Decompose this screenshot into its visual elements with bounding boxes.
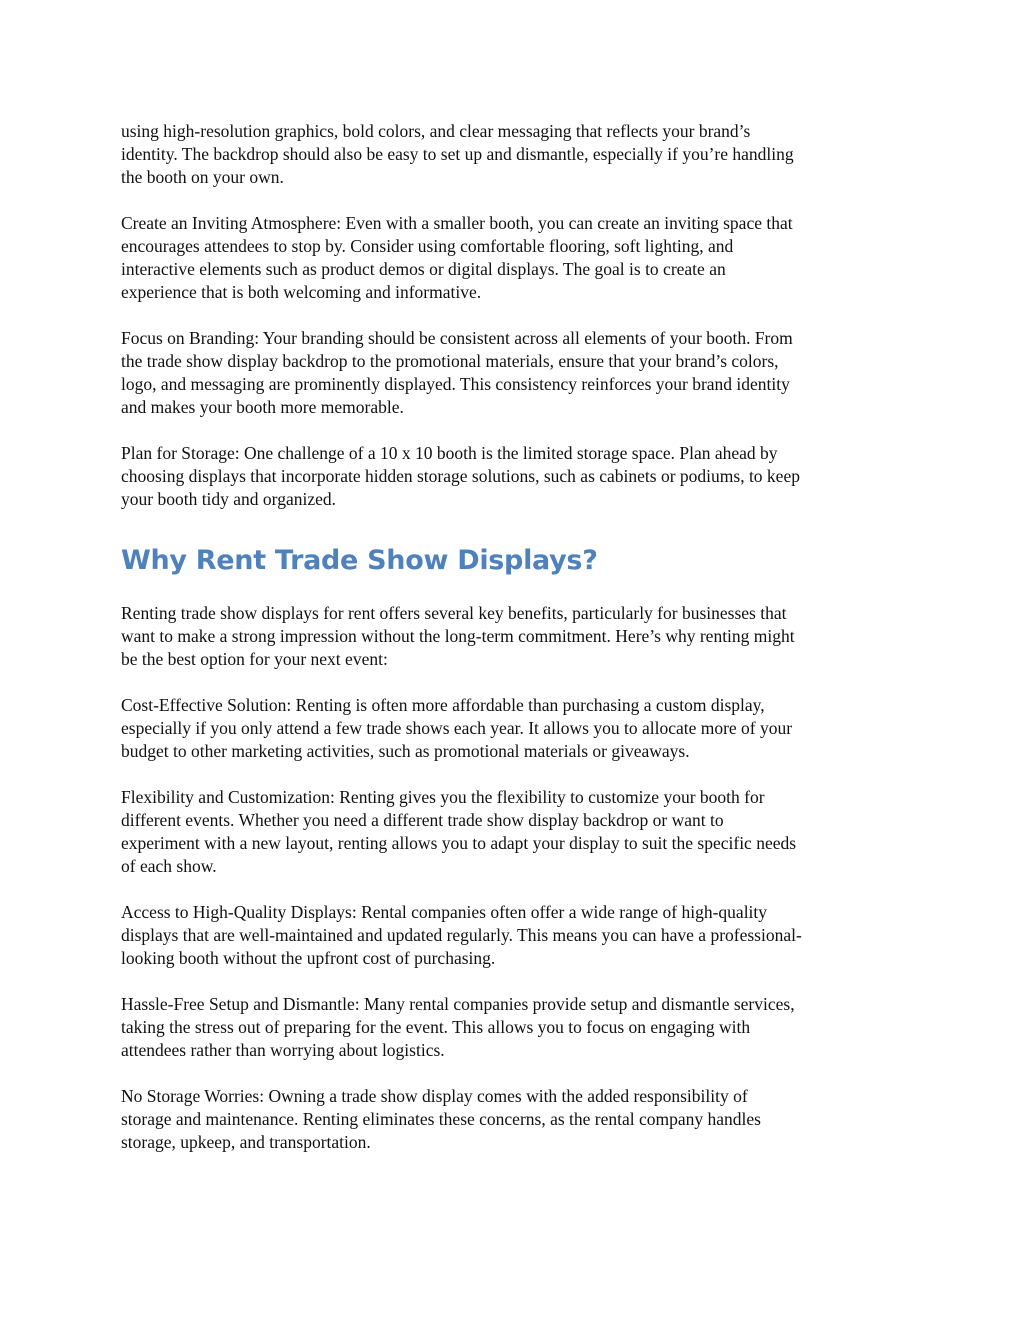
text-line: interactive elements such as product demos or digital displays. The goal is to create an bbox=[121, 259, 726, 279]
text-line: Flexibility and Customization: Renting gives you the flexibility to customize your booth for bbox=[121, 787, 765, 807]
text-line: want to make a strong impression without the long-term commitment. Here’s why renting might bbox=[121, 626, 795, 646]
text-line: taking the stress out of preparing for the event. This allows you to focus on engaging with bbox=[121, 1017, 751, 1037]
tip-paragraph-inviting-atmosphere bbox=[121, 212, 911, 304]
text-line: Access to High-Quality Displays: Rental companies often offer a wide range of high-quality bbox=[121, 902, 768, 922]
text-line: and makes your booth more memorable. bbox=[121, 397, 404, 417]
text-line: storage, upkeep, and transportation. bbox=[121, 1132, 371, 1152]
text-line: especially if you only attend a few trade shows each year. It allows you to allocate more of your bbox=[121, 718, 793, 738]
text-line: budget to other marketing activities, such as promotional materials or giveaways. bbox=[121, 741, 690, 761]
text-line: Renting trade show displays for rent offers several key benefits, particularly for businesses that bbox=[121, 603, 787, 623]
text-line: different events. Whether you need a different trade show display backdrop or want to bbox=[121, 810, 724, 830]
benefit-paragraph-flexibility bbox=[121, 786, 911, 878]
text-line: of each show. bbox=[121, 856, 217, 876]
document-page bbox=[121, 120, 911, 1177]
text-line: the trade show display backdrop to the promotional materials, ensure that your brand’s colors, bbox=[121, 351, 779, 371]
text-line: the booth on your own. bbox=[121, 167, 284, 187]
tip-paragraph-storage bbox=[121, 442, 911, 511]
benefit-paragraph-cost-effective bbox=[121, 694, 911, 763]
text-line: Focus on Branding: Your branding should be consistent across all elements of your booth. From bbox=[121, 328, 793, 348]
text-line: identity. The backdrop should also be easy to set up and dismantle, especially if you’re handling bbox=[121, 144, 794, 164]
text-line: Plan for Storage: One challenge of a 10 x 10 booth is the limited storage space. Plan ahead by bbox=[121, 443, 778, 463]
text-line: logo, and messaging are prominently displayed. This consistency reinforces your brand identity bbox=[121, 374, 790, 394]
section-intro-paragraph bbox=[121, 602, 911, 671]
text-line: experience that is both welcoming and informative. bbox=[121, 282, 482, 302]
text-line: Hassle-Free Setup and Dismantle: Many rental companies provide setup and dismantle services, bbox=[121, 994, 795, 1014]
text-line: Create an Inviting Atmosphere: Even with a smaller booth, you can create an inviting space that bbox=[121, 213, 793, 233]
section-heading: Why Rent Trade Show Displays? bbox=[121, 545, 598, 576]
text-line: displays that are well-maintained and updated regularly. This means you can have a professional- bbox=[121, 925, 802, 945]
text-line: using high-resolution graphics, bold colors, and clear messaging that reflects your brand’s bbox=[121, 121, 751, 141]
text-line: your booth tidy and organized. bbox=[121, 489, 336, 509]
benefit-paragraph-no-storage bbox=[121, 1085, 911, 1154]
text-line: choosing displays that incorporate hidden storage solutions, such as cabinets or podiums, to keep bbox=[121, 466, 800, 486]
tip-paragraph-branding bbox=[121, 327, 911, 419]
text-line: be the best option for your next event: bbox=[121, 649, 388, 669]
text-line: No Storage Worries: Owning a trade show display comes with the added responsibility of bbox=[121, 1086, 748, 1106]
benefit-paragraph-high-quality bbox=[121, 901, 911, 970]
text-line: attendees rather than worrying about logistics. bbox=[121, 1040, 445, 1060]
text-line: Cost-Effective Solution: Renting is often more affordable than purchasing a custom display, bbox=[121, 695, 765, 715]
text-line: storage and maintenance. Renting eliminates these concerns, as the rental company handles bbox=[121, 1109, 761, 1129]
benefit-paragraph-hassle-free bbox=[121, 993, 911, 1062]
intro-paragraph bbox=[121, 120, 911, 189]
text-line: encourages attendees to stop by. Consider using comfortable flooring, soft lighting, and bbox=[121, 236, 734, 256]
text-line: experiment with a new layout, renting allows you to adapt your display to suit the specific needs bbox=[121, 833, 797, 853]
text-line: looking booth without the upfront cost of purchasing. bbox=[121, 948, 496, 968]
